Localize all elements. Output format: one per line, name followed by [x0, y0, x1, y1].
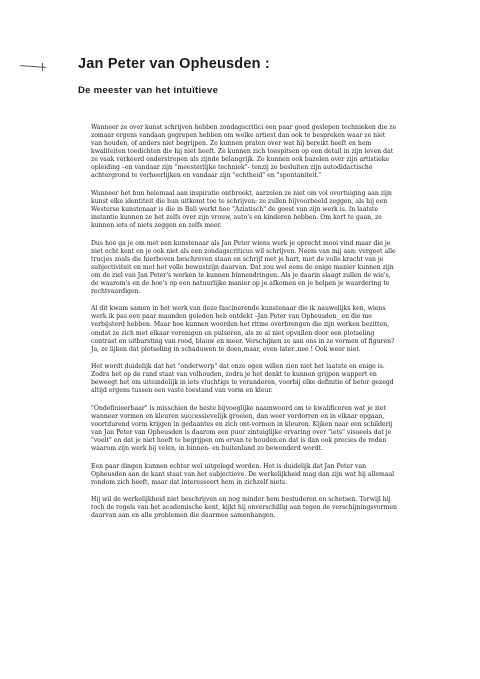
paragraph: Al dit kwam samen in het werk van deze fascinerende kunstenaar die ik nauwelijks ken, wiens werk ik pas een paar maanden geleden heb ontdekt –Jan Peter van Opheusden_ en die me verbijsterd hebben. Maar hoe kunnen woorden het ritme overbrengen die zijn werken bezitten, omdat ze zich met elkaar verenigen en pulseren, als ze al niet opvallen door een plotseling contrast en uitbarsting van rood, blauw en meer. Verschijnen ze aan ons in ze vormen of figuren? Ja, ze lijken dat plotseling in schaduwen te doen,maar, even later..nee ! Ook weer niet.	[91, 305, 395, 353]
paragraph: Wanneer het hun helemaal aan inspiratie ontbreekt, aarzelen ze niet om vol overtuiging aan zijn kunst elke identiteit die hun uitkomt toe te schrijven: ze zullen bijvoorbeeld zeggen, als hij een Westerse kunstenaar is die in Bali werkt hoe "Aziatisch" de geest van zijn werk is. In laatste instantie kunnen ze het zelfs over zijn vrouw, auto's en kinderen hebben. Om kort te gaan, ze kunnen iets of niets zeggen en zelfs meer.	[91, 189, 392, 230]
page-subtitle: De meester van het intuïtieve	[78, 85, 219, 96]
paragraph: Dus hoe ga je om met een kunstenaar als Jan Peter wiens werk je oprecht mooi vind maar die je niet echt kent en je ook niet als een zondagscriticus wil schrijven. Neem van mij aan: vergeet alle trucjes zoals die hierboven beschreven staan en schrijf met je hart, met de volle kracht van je subjectiviteit en met het volle bewustzijn daarvan. Dat zou wel eens de enige manier kunnen zijn om de ziel van Jan Peter's werken te kunnen binnendringen. Als je daarin slaagt zullen de wie's, de waarom's en de hoe's op een natuurlijke manier op je afkomen en je helpen je waardering te rechtvaardigen.	[91, 239, 396, 295]
paragraph: Hij wil de werkelijkheid niet beschrijven en nog minder hem bestuderen en schetsen. Terwijl hij toch de regels van het academische kent, kijkt hij onverschillig aan tegen de verschijningsvormen daarvan aan en alle problemen die daarmee samenhangen.	[91, 496, 397, 520]
article-body	[91, 124, 397, 530]
pen-mark-tick	[42, 63, 43, 71]
paragraph: "Ondefinieerbaar" is misschien de beste bijvoeglijke naamwoord om te kwalificeren wat je ziet wanneer vormen en kleuren successievelijk groeien, dan weer verdorren en in elkaar opgaan, voortdurend vorm krijgen in gedaantes en zich ont-vormen in kleuren. Kijken naar een schilderij van Jan Peter van Opheusden is daarom een puur zintuiglijke ervaring over "iets" visueels dat je "voelt" en dat je niet hoeft te begrijpen om ervan te houden.en dat is dan ook precies de reden waarom zijn werk bij velen, in binnen- en buitenland zo bewonderd wordt.	[91, 404, 393, 453]
page-title: Jan Peter van Opheusden :	[78, 56, 270, 72]
paragraph: Wanneer ze over kunst schrijven hebben zondagscritici een paar goed geslepen technieken die ze zomaar ergens vandaan gegrepen hebben om welke artiest dan ook te bespreken waar ze niet van houden, of anders niet begrijpen. Ze kunnen praten over wat hij bereikt heeft en hem kwaliteiten toedichten die hij niet heeft. Ze kunnen zich toespitsen op een detail in zijn leven dat ze vaak verkeerd onderstrepen als zijnde belangrijk. Ze kunnen ook bazelen over zijn artistieke opleiding –en vandaar zijn "meesterlijke techniek"- tenzij ze besluiten zijn autodidactische achtergrond te verheerlijken en vandaar zijn "echtheid" en "spontaniteit."	[91, 124, 397, 180]
paragraph: Het wordt duidelijk dat het "onderwerp" dat onze ogen willen zien niet het laatste en enige is. Zodra het op de rand staat van volhouden, zodra je het denkt te kunnen grijpen wappert en beweegt het om uiteindelijk in iets vluchtigs te veranderen, voorbij elke definitie of beter gezegd altijd ergens tussen een vaste toestand van vorm en kleur.	[91, 363, 394, 395]
paragraph: Een paar dingen kunnen echter wel uitgelegd worden. Het is duidelijk dat Jan Peter van Opheusden aan de kant staat van het subjectieve. De werkelijkheid mag dan zijn wat hij allemaal rondom zich heeft, maar dat interesseert hem in zichzelf niets.	[91, 462, 395, 486]
